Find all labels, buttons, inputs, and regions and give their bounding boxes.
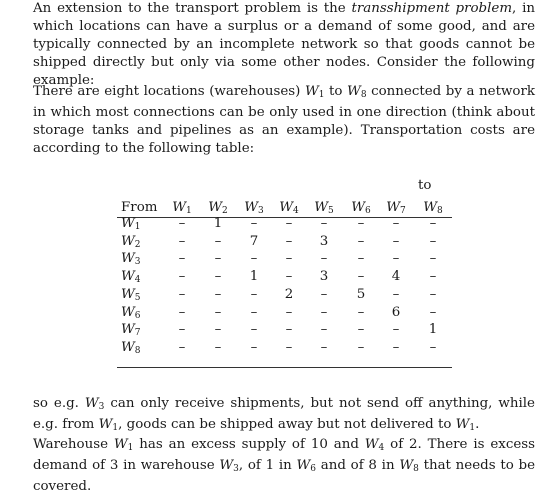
table-cell: –: [250, 322, 258, 338]
table-cell: –: [285, 269, 293, 285]
table-cell: –: [392, 286, 400, 302]
table-cell: –: [285, 339, 293, 355]
column-header-w6: $W_6$: [351, 200, 371, 216]
table-cell: –: [250, 304, 258, 320]
p4-text-a: Warehouse: [33, 437, 114, 452]
to-label: to: [418, 178, 432, 193]
column-header-w2: $W_2$: [208, 200, 228, 216]
table-cell: –: [285, 233, 293, 249]
p4-text-b: has an excess supply of 10 and: [133, 437, 365, 452]
column-header-w1: $W_1$: [172, 200, 192, 216]
cost-table: [117, 178, 452, 370]
table-cell: –: [178, 339, 186, 355]
table-cell: –: [392, 339, 400, 355]
table-cell: –: [320, 339, 328, 355]
intro-text-2: , in which locations can have a surplus or a demand of some good, and are typically connected by an incomplete network so that goods cannot be shipped directly but only via some other nodes. Consider the following example:: [33, 1, 535, 88]
w6-symbol: $W_6$: [296, 458, 317, 474]
table-cell: –: [429, 304, 437, 320]
table-cell: –: [320, 286, 328, 302]
p2-text-c: connected by a network in which most connections can be only used in one direction (think about storage tanks and pipelines as an example). Transportation costs are according to the following table:: [33, 84, 535, 156]
table-cell: –: [392, 251, 400, 267]
table-cell: –: [178, 269, 186, 285]
table-cell: 6: [391, 304, 401, 320]
table-cell: –: [214, 286, 222, 302]
w3-symbol: $W_3$: [84, 396, 105, 412]
w3-symbol: $W_3$: [219, 458, 239, 474]
p4-text-f: that needs to be covered.: [33, 458, 535, 494]
table-cell: 4: [391, 269, 401, 285]
table-cell: 3: [319, 269, 329, 285]
table-cell: –: [357, 251, 365, 267]
table-cell: 2: [284, 286, 294, 302]
table-cell: –: [250, 339, 258, 355]
table-cell: –: [357, 269, 365, 285]
column-header-w7: $W_7$: [386, 200, 406, 216]
table-cell: –: [320, 216, 328, 231]
table-cell: 1: [249, 269, 259, 285]
table-cell: –: [429, 233, 437, 249]
p4-text-c: of 2. There is excess demand of 3 in warehouse: [33, 437, 535, 473]
warehouse-paragraph: [33, 83, 535, 158]
supply-demand-paragraph: [33, 436, 535, 496]
p4-text-d: , of 1 in: [238, 458, 297, 473]
table-cell: –: [285, 322, 293, 338]
table-cell: –: [178, 216, 186, 231]
row-label-w8: $W_8$: [121, 339, 141, 356]
table-cell: –: [429, 216, 437, 231]
w4-symbol: $W_4$: [364, 437, 385, 453]
w1-symbol: $W_1$: [455, 417, 476, 433]
p3-text-b: can only receive shipments, but not send off anything, while e.g. from: [33, 396, 535, 432]
table-cell: –: [178, 286, 186, 302]
w8-symbol: $W_8$: [399, 458, 419, 474]
table-cell: –: [285, 304, 293, 320]
table-cell: –: [357, 216, 365, 231]
row-label-w2: $W_2$: [121, 233, 141, 250]
intro-paragraph: [33, 0, 535, 90]
w1-symbol: $W_1$: [98, 417, 119, 433]
w1-symbol: $W_1$: [113, 437, 134, 453]
table-cell: –: [178, 251, 186, 267]
column-header-w5: $W_5$: [314, 200, 334, 216]
table-cell: –: [214, 339, 222, 355]
table-cell: –: [285, 251, 293, 267]
table-cell: –: [392, 322, 400, 338]
table-cell: –: [320, 304, 328, 320]
from-label: From: [121, 200, 158, 215]
table-cell: –: [214, 233, 222, 249]
row-label-w7: $W_7$: [121, 322, 141, 339]
table-cell: –: [178, 233, 186, 249]
table-cell: –: [250, 251, 258, 267]
transshipment-term: transshipment problem: [351, 1, 513, 16]
p3-text-d: .: [475, 417, 480, 432]
column-header-w3: $W_3$: [244, 200, 264, 216]
table-cell: –: [429, 339, 437, 355]
table-cell: –: [178, 322, 186, 338]
table-cell: –: [357, 233, 365, 249]
p4-text-e: and of 8 in: [316, 458, 400, 473]
table-cell: –: [357, 304, 365, 320]
p2-text-b: to: [324, 84, 348, 99]
table-cell: –: [320, 322, 328, 338]
table-cell: –: [214, 304, 222, 320]
row-label-w5: $W_5$: [121, 286, 141, 303]
table-cell: –: [250, 286, 258, 302]
table-cell: –: [214, 269, 222, 285]
table-cell: –: [285, 216, 293, 231]
table-cell: –: [392, 233, 400, 249]
table-cell: –: [392, 216, 400, 231]
w8-symbol: $W_8$: [347, 84, 367, 100]
row-label-w1: $W_1$: [121, 216, 141, 232]
table-cell: –: [357, 339, 365, 355]
table-cell: –: [214, 322, 222, 338]
table-cell: –: [429, 269, 437, 285]
table-cell: –: [178, 304, 186, 320]
column-header-w4: $W_4$: [279, 200, 299, 216]
p3-text-a: so e.g.: [33, 396, 85, 411]
bottom-rule: [117, 367, 452, 368]
row-label-w3: $W_3$: [121, 251, 141, 268]
table-cell: 5: [356, 286, 366, 302]
p3-text-c: , goods can be shipped away but not delivered to: [118, 417, 456, 432]
row-label-w6: $W_6$: [121, 304, 141, 321]
p2-text-a: There are eight locations (warehouses): [33, 84, 305, 99]
intro-text-1: An extension to the transport problem is the: [33, 1, 352, 16]
table-cell: 7: [249, 233, 259, 249]
table-cell: 3: [319, 233, 329, 249]
table-cell: –: [250, 216, 258, 231]
table-cell: –: [357, 322, 365, 338]
table-cell: –: [214, 251, 222, 267]
w1-symbol: $W_1$: [304, 84, 325, 100]
row-label-w4: $W_4$: [121, 269, 141, 286]
table-cell: 1: [428, 322, 438, 338]
table-cell: 1: [213, 216, 223, 231]
table-cell: –: [429, 251, 437, 267]
column-header-w8: $W_8$: [423, 200, 443, 216]
example-paragraph: [33, 395, 535, 437]
table-cell: –: [429, 286, 437, 302]
table-cell: –: [320, 251, 328, 267]
